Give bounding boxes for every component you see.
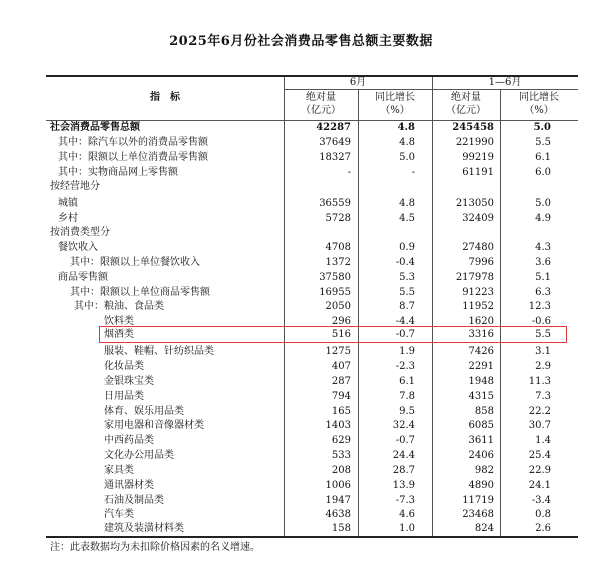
row-label: 其中：限额以上单位餐饮收入 [70,257,200,268]
header-june-abs-line1: 绝对量 [306,92,336,103]
cell-june-yoy: 0.9 [399,242,415,253]
cell-ytd-abs: 213050 [455,198,494,209]
row-label: 其中：实物商品网上零售额 [58,167,178,178]
header-ytd-yoy-line2: （%） [524,105,554,116]
row-label: 建筑及装潢材料类 [104,523,184,534]
row-label: 体育、娱乐用品类 [104,406,184,417]
cell-ytd-abs: 2291 [468,361,494,372]
cell-june-abs: 794 [331,391,351,402]
cell-ytd-abs: 1620 [468,316,494,327]
header-indicator: 指 标 [150,92,180,103]
cell-june-yoy: 28.7 [392,465,415,476]
cell-june-yoy: -7.3 [395,495,415,506]
row-label: 化妆品类 [104,361,144,372]
header-period-june: 6月 [349,77,367,88]
cell-ytd-abs: 2406 [468,450,494,461]
cell-ytd-abs: 3316 [468,329,494,340]
row-label: 饮料类 [104,316,134,327]
cell-june-yoy: 4.8 [399,137,415,148]
row-label: 日用品类 [104,391,144,402]
row-label: 其中：粮油、食品类 [74,301,164,312]
cell-june-abs: 629 [331,435,351,446]
cell-june-abs: 287 [331,376,351,387]
cell-ytd-yoy: 22.2 [528,406,551,417]
cell-june-yoy: 32.4 [392,420,415,431]
cell-june-yoy: 5.0 [399,152,415,163]
table-bottom-rule [46,536,578,538]
cell-ytd-abs: 23468 [462,509,494,520]
cell-ytd-abs: 6085 [468,420,494,431]
row-label: 餐饮收入 [58,242,98,253]
cell-ytd-abs: 11952 [462,301,494,312]
cell-june-yoy: 7.8 [399,391,415,402]
cell-june-abs: 4708 [325,242,351,253]
cell-ytd-yoy: 30.7 [528,420,551,431]
cell-june-yoy: 4.5 [399,213,415,224]
cell-june-yoy: 1.9 [399,346,415,357]
cell-ytd-yoy: 5.0 [533,122,551,133]
cell-june-abs: 4638 [325,509,351,520]
cell-ytd-yoy: 11.3 [528,376,551,387]
cell-june-abs: 533 [331,450,351,461]
row-label: 其中：限额以上单位消费品零售额 [58,152,208,163]
cell-june-abs: 1403 [325,420,351,431]
cell-ytd-yoy: 5.1 [535,272,551,283]
row-label: 城镇 [58,198,78,209]
cell-june-yoy: 4.6 [399,509,415,520]
cell-ytd-abs: 824 [474,523,494,534]
header-june-yoy-line1: 同比增长 [375,92,415,103]
page-title: 2025年6月份社会消费品零售总额主要数据 [169,34,433,49]
cell-ytd-abs: 99219 [462,152,494,163]
cell-june-abs: 208 [331,465,351,476]
header-ytd-abs-line1: 绝对量 [451,92,481,103]
cell-june-abs: 158 [331,523,351,534]
cell-ytd-abs: 4315 [468,391,494,402]
cell-ytd-yoy: 6.0 [535,167,551,178]
cell-june-abs: 5728 [325,213,351,224]
cell-june-abs: 36559 [319,198,351,209]
cell-june-yoy: -0.4 [395,257,415,268]
row-label: 家用电器和音像器材类 [104,420,204,431]
cell-ytd-yoy: 5.0 [535,198,551,209]
cell-ytd-yoy: 3.1 [535,346,551,357]
cell-june-abs: 1275 [325,346,351,357]
cell-ytd-abs: 245458 [452,122,494,133]
cell-june-yoy: 6.1 [399,376,415,387]
cell-ytd-abs: 858 [474,406,494,417]
cell-ytd-yoy: 2.6 [535,523,551,534]
cell-ytd-yoy: 5.5 [535,329,551,340]
row-label: 乡村 [58,213,78,224]
cell-june-yoy: 8.7 [399,301,415,312]
row-label: 按经营地分 [50,181,100,192]
cell-ytd-yoy: 4.3 [535,242,551,253]
header-june-yoy-line2: （%） [380,105,410,116]
cell-june-yoy: - [411,167,415,178]
row-label: 其中：除汽车以外的消费品零售额 [58,137,208,148]
cell-ytd-yoy: -3.4 [531,495,551,506]
cell-june-yoy: -0.7 [395,329,415,340]
header-ytd-abs-line2: （亿元） [446,105,486,116]
cell-ytd-abs: 7996 [468,257,494,268]
cell-june-yoy: 4.8 [397,122,415,133]
cell-ytd-abs: 61191 [462,167,494,178]
row-label: 烟酒类 [104,329,134,340]
cell-ytd-abs: 7426 [468,346,494,357]
cell-ytd-abs: 32409 [462,213,494,224]
cell-june-abs: 516 [331,329,351,340]
cell-june-abs: 37649 [319,137,351,148]
row-label: 金银珠宝类 [104,376,154,387]
cell-june-abs: 165 [331,406,351,417]
cell-ytd-yoy: 7.3 [535,391,551,402]
row-label: 文化办公用品类 [104,450,174,461]
cell-ytd-yoy: 24.1 [528,480,551,491]
row-label: 服装、鞋帽、针纺织品类 [104,346,214,357]
cell-ytd-yoy: 3.6 [535,257,551,268]
row-label: 汽车类 [104,509,134,520]
cell-ytd-yoy: 2.9 [535,361,551,372]
cell-ytd-yoy: 22.9 [528,465,551,476]
cell-ytd-abs: 27480 [462,242,494,253]
cell-june-yoy: 9.5 [399,406,415,417]
cell-ytd-abs: 3611 [468,435,494,446]
cell-june-abs: 1947 [325,495,351,506]
cell-ytd-abs: 91223 [462,287,494,298]
cell-june-abs: 42287 [316,122,351,133]
cell-june-abs: 1372 [325,257,351,268]
cell-june-abs: 16955 [319,287,351,298]
header-period-ytd: 1—6月 [488,77,522,88]
row-label: 商品零售额 [58,272,108,283]
row-highlight-box [99,326,567,343]
row-label: 社会消费品零售总额 [50,122,140,133]
cell-ytd-yoy: 1.4 [535,435,551,446]
cell-ytd-abs: 4890 [468,480,494,491]
cell-june-abs: 1006 [325,480,351,491]
row-label: 石油及制品类 [104,495,164,506]
cell-june-yoy: 1.0 [399,523,415,534]
cell-june-abs: 18327 [319,152,351,163]
cell-ytd-yoy: 4.9 [535,213,551,224]
cell-ytd-abs: 1948 [468,376,494,387]
cell-ytd-yoy: 25.4 [528,450,551,461]
cell-ytd-abs: 982 [474,465,494,476]
cell-june-abs: 296 [331,316,351,327]
cell-june-yoy: 5.5 [399,287,415,298]
cell-ytd-abs: 11719 [462,495,494,506]
cell-june-yoy: -4.4 [395,316,415,327]
row-label: 家具类 [104,465,134,476]
footnote: 注：此表数据均为未扣除价格因素的名义增速。 [50,542,260,553]
cell-ytd-yoy: -0.6 [531,316,551,327]
cell-june-yoy: 5.3 [399,272,415,283]
cell-ytd-yoy: 6.1 [535,152,551,163]
cell-ytd-abs: 221990 [455,137,494,148]
cell-ytd-yoy: 12.3 [528,301,551,312]
cell-june-yoy: 4.8 [399,198,415,209]
cell-june-abs: 407 [331,361,351,372]
cell-ytd-yoy: 5.5 [535,137,551,148]
cell-june-yoy: -0.7 [395,435,415,446]
row-label: 通讯器材类 [104,480,154,491]
cell-june-yoy: 24.4 [392,450,415,461]
cell-june-yoy: 13.9 [392,480,415,491]
cell-ytd-yoy: 0.8 [535,509,551,520]
row-label: 其中：限额以上单位商品零售额 [70,287,210,298]
row-label: 按消费类型分 [50,227,110,238]
cell-ytd-yoy: 6.3 [535,287,551,298]
header-june-abs-line2: （亿元） [301,105,341,116]
cell-ytd-abs: 217978 [455,272,494,283]
cell-june-yoy: -2.3 [395,361,415,372]
cell-june-abs: - [347,167,351,178]
cell-june-abs: 37580 [319,272,351,283]
header-ytd-yoy-line1: 同比增长 [519,92,559,103]
cell-june-abs: 2050 [325,301,351,312]
row-label: 中西药品类 [104,435,154,446]
